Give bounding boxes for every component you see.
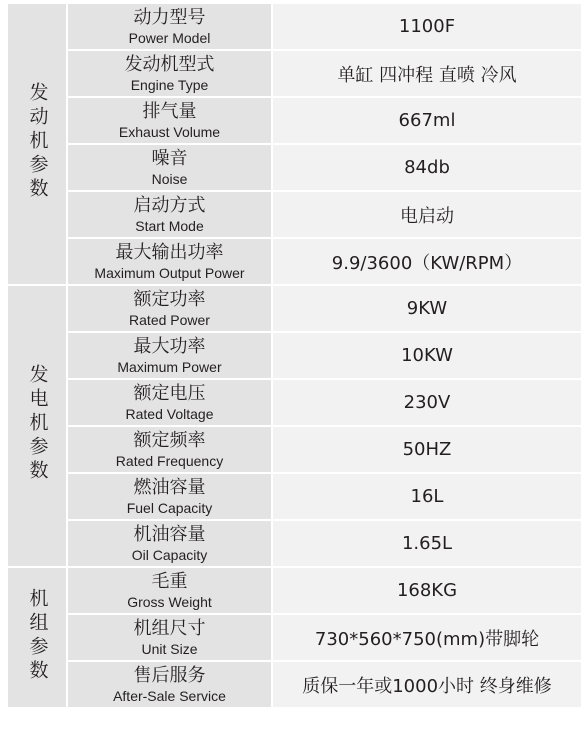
group-header-generator: 发电机参数	[7, 285, 67, 567]
label-zh: 最大功率	[133, 335, 206, 357]
table-row	[7, 191, 582, 238]
table-row	[7, 567, 582, 614]
row-value: 16L	[272, 473, 582, 520]
label-en: Gross Weight	[127, 593, 212, 610]
label-zh: 噪音	[151, 147, 188, 169]
label-en: Engine Type	[130, 76, 209, 93]
table-row	[7, 144, 582, 191]
table-row	[7, 50, 582, 97]
label-en: Oil Capacity	[131, 546, 208, 563]
label-en: Exhaust Volume	[118, 123, 221, 140]
row-value: 10KW	[272, 332, 582, 379]
group-header-engine: 发动机参数	[7, 3, 67, 285]
table-row	[7, 661, 582, 708]
row-label	[67, 191, 272, 238]
table-row	[7, 97, 582, 144]
label-zh: 排气量	[142, 100, 197, 122]
row-value: 9.9/3600（KW/RPM）	[272, 238, 582, 285]
table-row	[7, 285, 582, 332]
label-zh: 额定频率	[133, 429, 206, 451]
label-zh: 机组尺寸	[133, 617, 206, 639]
row-label	[67, 50, 272, 97]
row-label	[67, 97, 272, 144]
label-zh: 额定电压	[133, 382, 206, 404]
label-zh: 机油容量	[133, 523, 206, 545]
table-row	[7, 614, 582, 661]
label-en: Noise	[151, 170, 188, 187]
row-label	[67, 238, 272, 285]
row-value: 1.65L	[272, 520, 582, 567]
row-label	[67, 332, 272, 379]
table-row	[7, 238, 582, 285]
row-label	[67, 473, 272, 520]
label-en: Fuel Capacity	[126, 499, 213, 516]
table-row	[7, 426, 582, 473]
row-value: 84db	[272, 144, 582, 191]
row-value: 50HZ	[272, 426, 582, 473]
table-row	[7, 332, 582, 379]
row-label	[67, 285, 272, 332]
table-row	[7, 520, 582, 567]
row-label	[67, 426, 272, 473]
row-value: 730*560*750(mm)带脚轮	[272, 614, 582, 661]
table-row	[7, 3, 582, 50]
row-value: 1100F	[272, 3, 582, 50]
label-en: Maximum Output Power	[94, 264, 245, 281]
row-value: 单缸 四冲程 直喷 冷风	[272, 50, 582, 97]
row-label	[67, 661, 272, 708]
label-zh: 售后服务	[133, 664, 206, 686]
label-en: Power Model	[128, 29, 211, 46]
row-label	[67, 520, 272, 567]
label-zh: 毛重	[151, 570, 188, 592]
label-en: Maximum Power	[117, 358, 222, 375]
row-label	[67, 614, 272, 661]
label-zh: 最大输出功率	[115, 241, 224, 263]
label-en: Rated Power	[129, 311, 210, 328]
label-zh: 额定功率	[133, 288, 206, 310]
spec-table	[6, 2, 583, 709]
label-en: Rated Frequency	[115, 452, 224, 469]
label-zh: 动力型号	[133, 6, 206, 28]
row-value: 电启动	[272, 191, 582, 238]
row-label	[67, 567, 272, 614]
label-zh: 发动机型式	[124, 53, 215, 75]
row-label	[67, 379, 272, 426]
table-row	[7, 379, 582, 426]
label-en: Rated Voltage	[125, 405, 214, 422]
row-value: 9KW	[272, 285, 582, 332]
label-zh: 启动方式	[133, 194, 206, 216]
label-zh: 燃油容量	[133, 476, 206, 498]
label-en: After-Sale Service	[113, 687, 226, 704]
row-value: 质保一年或1000小时 终身维修	[272, 661, 582, 708]
table-row	[7, 473, 582, 520]
row-value: 667ml	[272, 97, 582, 144]
row-value: 168KG	[272, 567, 582, 614]
group-header-unit: 机组参数	[7, 567, 67, 708]
row-label	[67, 3, 272, 50]
label-en: Start Mode	[135, 217, 204, 234]
row-value: 230V	[272, 379, 582, 426]
row-label	[67, 144, 272, 191]
label-en: Unit Size	[141, 640, 198, 657]
